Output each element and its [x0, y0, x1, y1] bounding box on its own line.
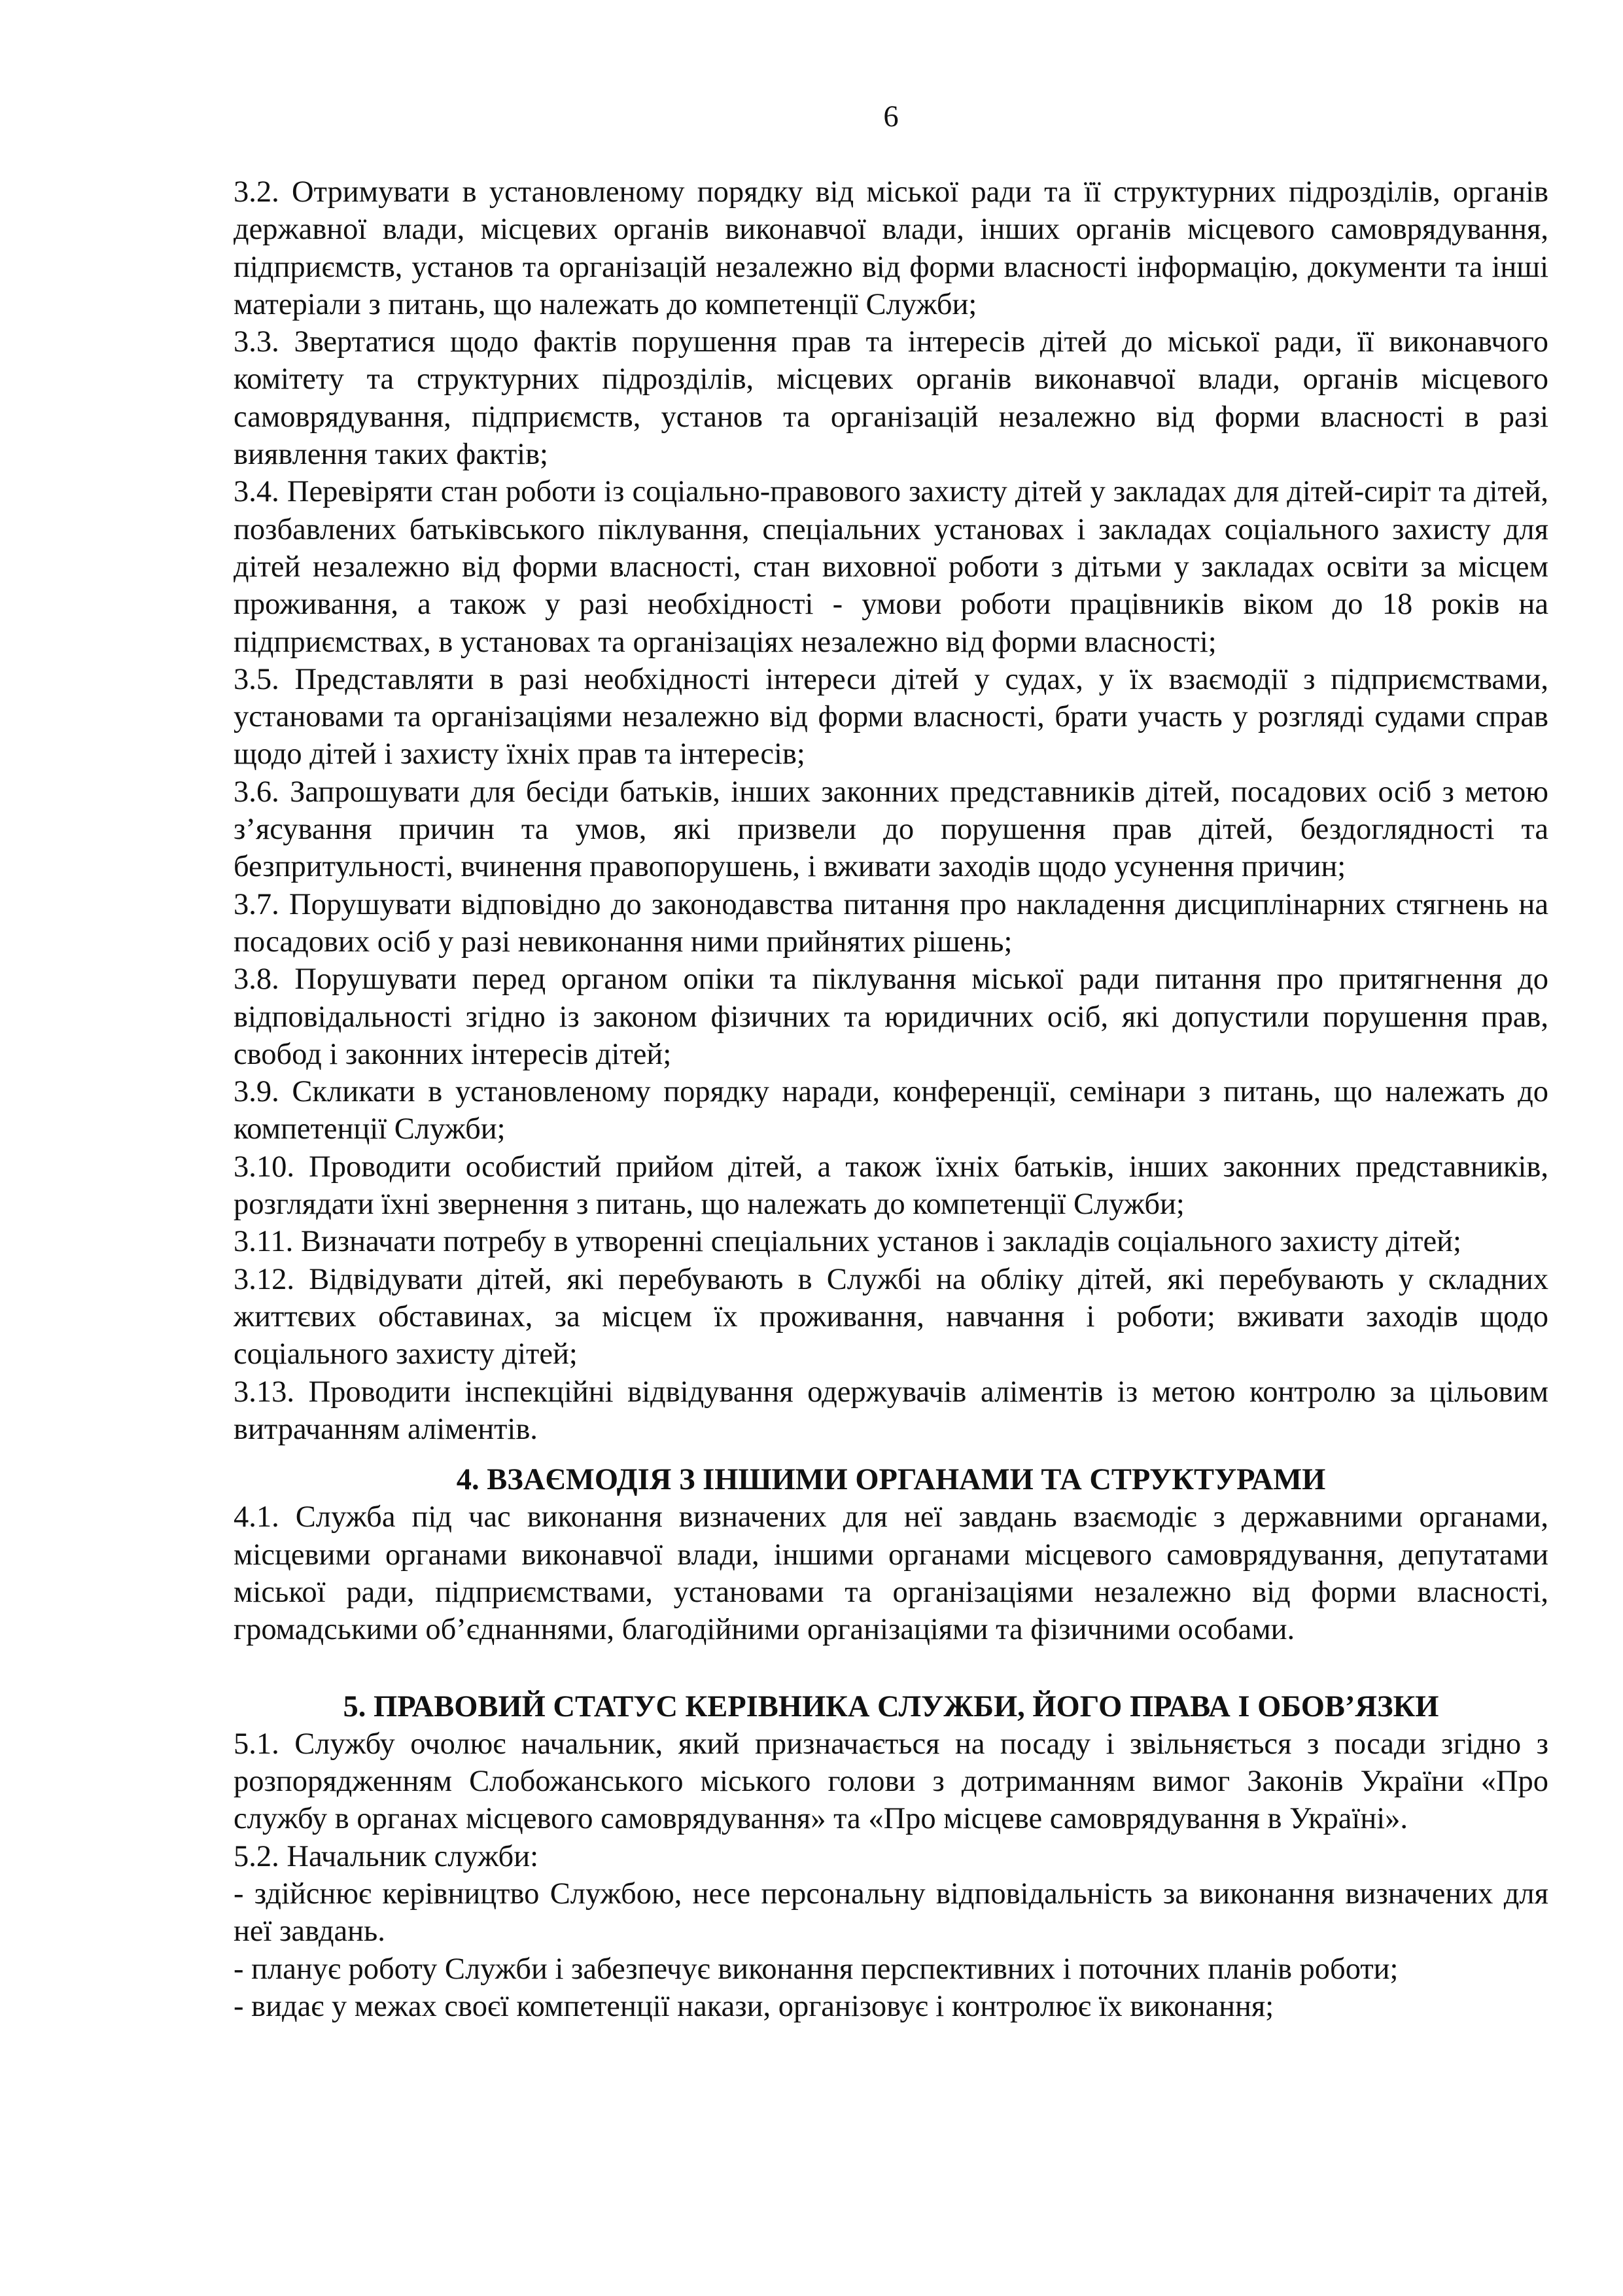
list-item-planning: - планує роботу Служби і забезпечує виконання перспективних і поточних планів роботи;	[234, 1952, 1399, 1986]
list-item-management: - здійснює керівництво Службою, несе персональну відповідальність за виконання визначених для неї завдань.	[234, 1877, 1548, 1949]
paragraph-4-1: 4.1. Служба під час виконання визначених для неї завдань взаємодіє з державними органами, місцевими органами виконавчої влади, іншими органами місцевого самоврядування, депутатами міської ради, підприємствами, установами та організаціями незалежно від форми власності, громадськими об’єднаннями, благодійними організаціями та фізичними особами.	[234, 1500, 1548, 1647]
paragraph-5-1: 5.1. Службу очолює начальник, який призначається на посаду і звільняється з посади згідно з розпорядженням Слобожанського міського голови з дотриманням вимог Законів України «Про службу в органах місцевого самоврядування» та «Про місцеве самоврядування в Україні».	[234, 1727, 1548, 1836]
paragraph-3-2: 3.2. Отримувати в установленому порядку від міської ради та її структурних підрозділів, органів державної влади, місцевих органів виконавчої влади, інших органів місцевого самоврядування, підприємств, установ та організацій незалежно від форми власності інформацію, документи та інші матеріали з питань, що належать до компетенції Служби;	[234, 175, 1548, 321]
list-item-orders: - видає у межах своєї компетенції накази, організовує і контролює їх виконання;	[234, 1989, 1274, 2023]
paragraph-3-12: 3.12. Відвідувати дітей, які перебувають в Службі на обліку дітей, які перебувають у складних життєвих обставинах, за місцем їх проживання, навчання і роботи; вживати заходів щодо соціального захисту дітей;	[234, 1262, 1548, 1371]
section-5-heading: 5. ПРАВОВИЙ СТАТУС КЕРІВНИКА СЛУЖБИ, ЙОГО ПРАВА І ОБОВ’ЯЗКИ	[343, 1689, 1439, 1723]
paragraph-3-13: 3.13. Проводити інспекційні відвідування одержувачів аліментів із метою контролю за цільовим витрачанням аліментів.	[234, 1375, 1548, 1446]
page-number: 6	[883, 100, 899, 133]
paragraph-3-4: 3.4. Перевіряти стан роботи із соціально-правового захисту дітей у закладах для дітей-сиріт та дітей, позбавлених батьківського піклування, спеціальних установах і закладах соціального захисту для дітей незалежно від форми власності, стан виховної роботи з дітьми у закладах освіти за місцем проживання, а також у разі необхідності - умови роботи працівників віком до 18 років на підприємствах, в установах та організаціях незалежно від форми власності;	[234, 475, 1548, 659]
paragraph-3-9: 3.9. Скликати в установленому порядку наради, конференції, семінари з питань, що належать до компетенції Служби;	[234, 1075, 1548, 1146]
paragraph-5-2: 5.2. Начальник служби:	[234, 1839, 539, 1873]
document-body	[234, 173, 1548, 2025]
paragraph-3-6: 3.6. Запрошувати для бесіди батьків, інших законних представників дітей, посадових осіб з метою з’ясування причин та умов, які призвели до порушення прав дітей, бездоглядності та безпритульності, вчинення правопорушень, і вживати заходів щодо усунення причин;	[234, 775, 1548, 884]
paragraph-3-3: 3.3. Звертатися щодо фактів порушення прав та інтересів дітей до міської ради, її виконавчого комітету та структурних підрозділів, місцевих органів виконавчої влади, органів місцевого самоврядування, підприємств, установ та організацій незалежно від форми власності в разі виявлення таких фактів;	[234, 325, 1548, 472]
paragraph-3-7: 3.7. Порушувати відповідно до законодавства питання про накладення дисциплінарних стягнень на посадових осіб у разі невиконання ними прийнятих рішень;	[234, 887, 1548, 959]
spacer	[234, 1649, 1548, 1688]
paragraph-3-5: 3.5. Представляти в разі необхідності інтереси дітей у судах, у їх взаємодії з підприємствами, установами та організаціями незалежно від форми власності, брати участь у розгляді судами справ щодо дітей і захисту їхніх прав та інтересів;	[234, 662, 1548, 771]
spacer	[234, 1448, 1548, 1461]
section-4-heading: 4. ВЗАЄМОДІЯ З ІНШИМИ ОРГАНАМИ ТА СТРУКТУРАМИ	[456, 1463, 1326, 1497]
paragraph-3-11: 3.11. Визначати потребу в утворенні спеціальних установ і закладів соціального захисту дітей;	[234, 1225, 1461, 1259]
paragraph-3-10: 3.10. Проводити особистий прийом дітей, а також їхніх батьків, інших законних представників, розглядати їхні звернення з питань, що належать до компетенції Служби;	[234, 1150, 1548, 1222]
paragraph-3-8: 3.8. Порушувати перед органом опіки та піклування міської ради питання про притягнення до відповідальності згідно із законом фізичних та юридичних осіб, які допустили порушення прав, свобод і законних інтересів дітей;	[234, 963, 1548, 1071]
